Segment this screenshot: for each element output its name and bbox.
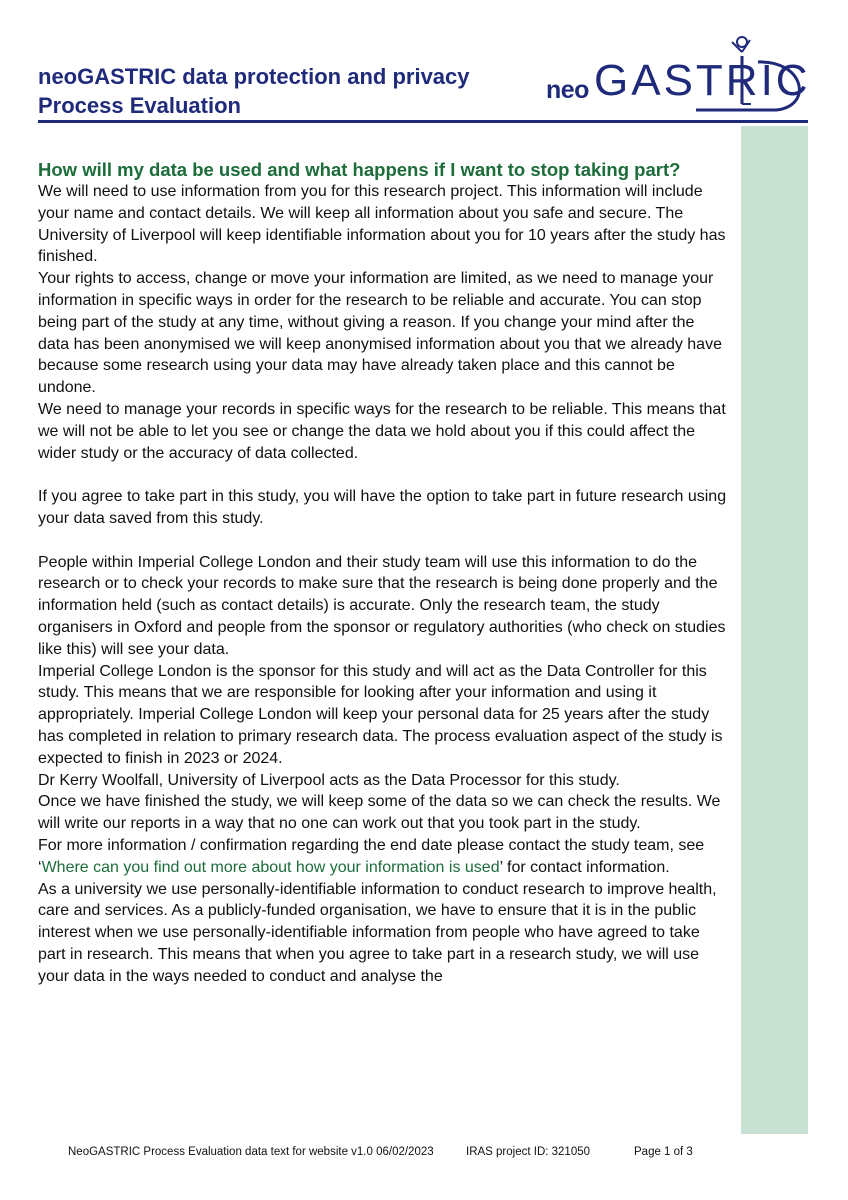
paragraph-7: Dr Kerry Woolfall, University of Liverpool acts as the Data Processor for this study. [38, 771, 620, 789]
logo-prefix: neo [546, 76, 589, 104]
paragraph-4: If you agree to take part in this study, you will have the option to take part in future research using your data saved from this study. [38, 488, 727, 527]
footer-document-info: NeoGASTRIC Process Evaluation data text for website v1.0 06/02/2023 [68, 1146, 434, 1158]
paragraph-1: We will need to use information from you for this research project. This information will include your name and contact details. We will keep all information about you safe and secure. The University of Liverpool will keep identifiable information about you for 10 years after the study has finished. [38, 183, 726, 266]
section-heading: How will my data be used and what happens if I want to stop taking part? [38, 159, 681, 180]
main-content [38, 159, 728, 987]
header-rule [38, 120, 808, 123]
footer-page-number: Page 1 of 3 [634, 1146, 693, 1158]
paragraph-8: Once we have finished the study, we will keep some of the data so we can check the results. We will write our reports in a way that no one can work out that you took part in the study. [38, 793, 721, 833]
title-line-2: Process Evaluation [38, 93, 241, 118]
paragraph-9-before: For more information / confirmation regarding the end date please contact the study team, see ‘ [38, 836, 705, 876]
info-link[interactable]: Where can you find out more about how your information is used [41, 858, 500, 876]
logo-word: GASTRIC [594, 56, 811, 105]
footer-iras-id: IRAS project ID: 321050 [466, 1146, 591, 1158]
neogastric-logo [546, 34, 810, 116]
paragraph-9 [38, 835, 728, 879]
paragraph-10: As a university we use personally-identifiable information to conduct research to improve health, care and services. As a publicly-funded organisation, we have to ensure that it is in the public interest when we use personally-identifiable information from people who have agreed to take part in research. This means that when you agree to take part in a research study, we will use your data in the ways needed to conduct and analyse the [38, 880, 717, 985]
paragraph-6: Imperial College London is the sponsor for this study and will act as the Data Controller for this study. This means that we are responsible for looking after your information and using it appropriately. Imperial College London will keep your personal data for 25 years after the study has completed in relation to primary research data. The process evaluation aspect of the study is expected to finish in 2023 or 2024. [38, 662, 723, 767]
paragraph-9-after: ’ for contact information. [499, 858, 670, 876]
title-line-1: neoGASTRIC data protection and privacy [38, 64, 470, 89]
paragraph-5: People within Imperial College London and their study team will use this information to do the research or to check your records to make sure that the research is being done properly and the information held (such as contact details) is accurate. Only the research team, the study organisers in Oxford and people from the sponsor or regulatory authorities (who check on studies like this) will see your data. [38, 553, 726, 658]
paragraph-3: We need to manage your records in specific ways for the research to be reliable. This means that we will not be able to let you see or change the data we hold about you if this could affect the wider study or the accuracy of data collected. [38, 400, 726, 462]
paragraph-2: Your rights to access, change or move your information are limited, as we need to manage your information in specific ways in order for the research to be reliable and accurate. You can stop being part of the study at any time, without giving a reason. If you change your mind after the data has been anonymised we will keep anonymised information about you that we already have because some research using your data may have already taken place and this cannot be undone. [38, 270, 722, 397]
side-color-band [741, 126, 808, 1134]
page-title [38, 62, 558, 120]
